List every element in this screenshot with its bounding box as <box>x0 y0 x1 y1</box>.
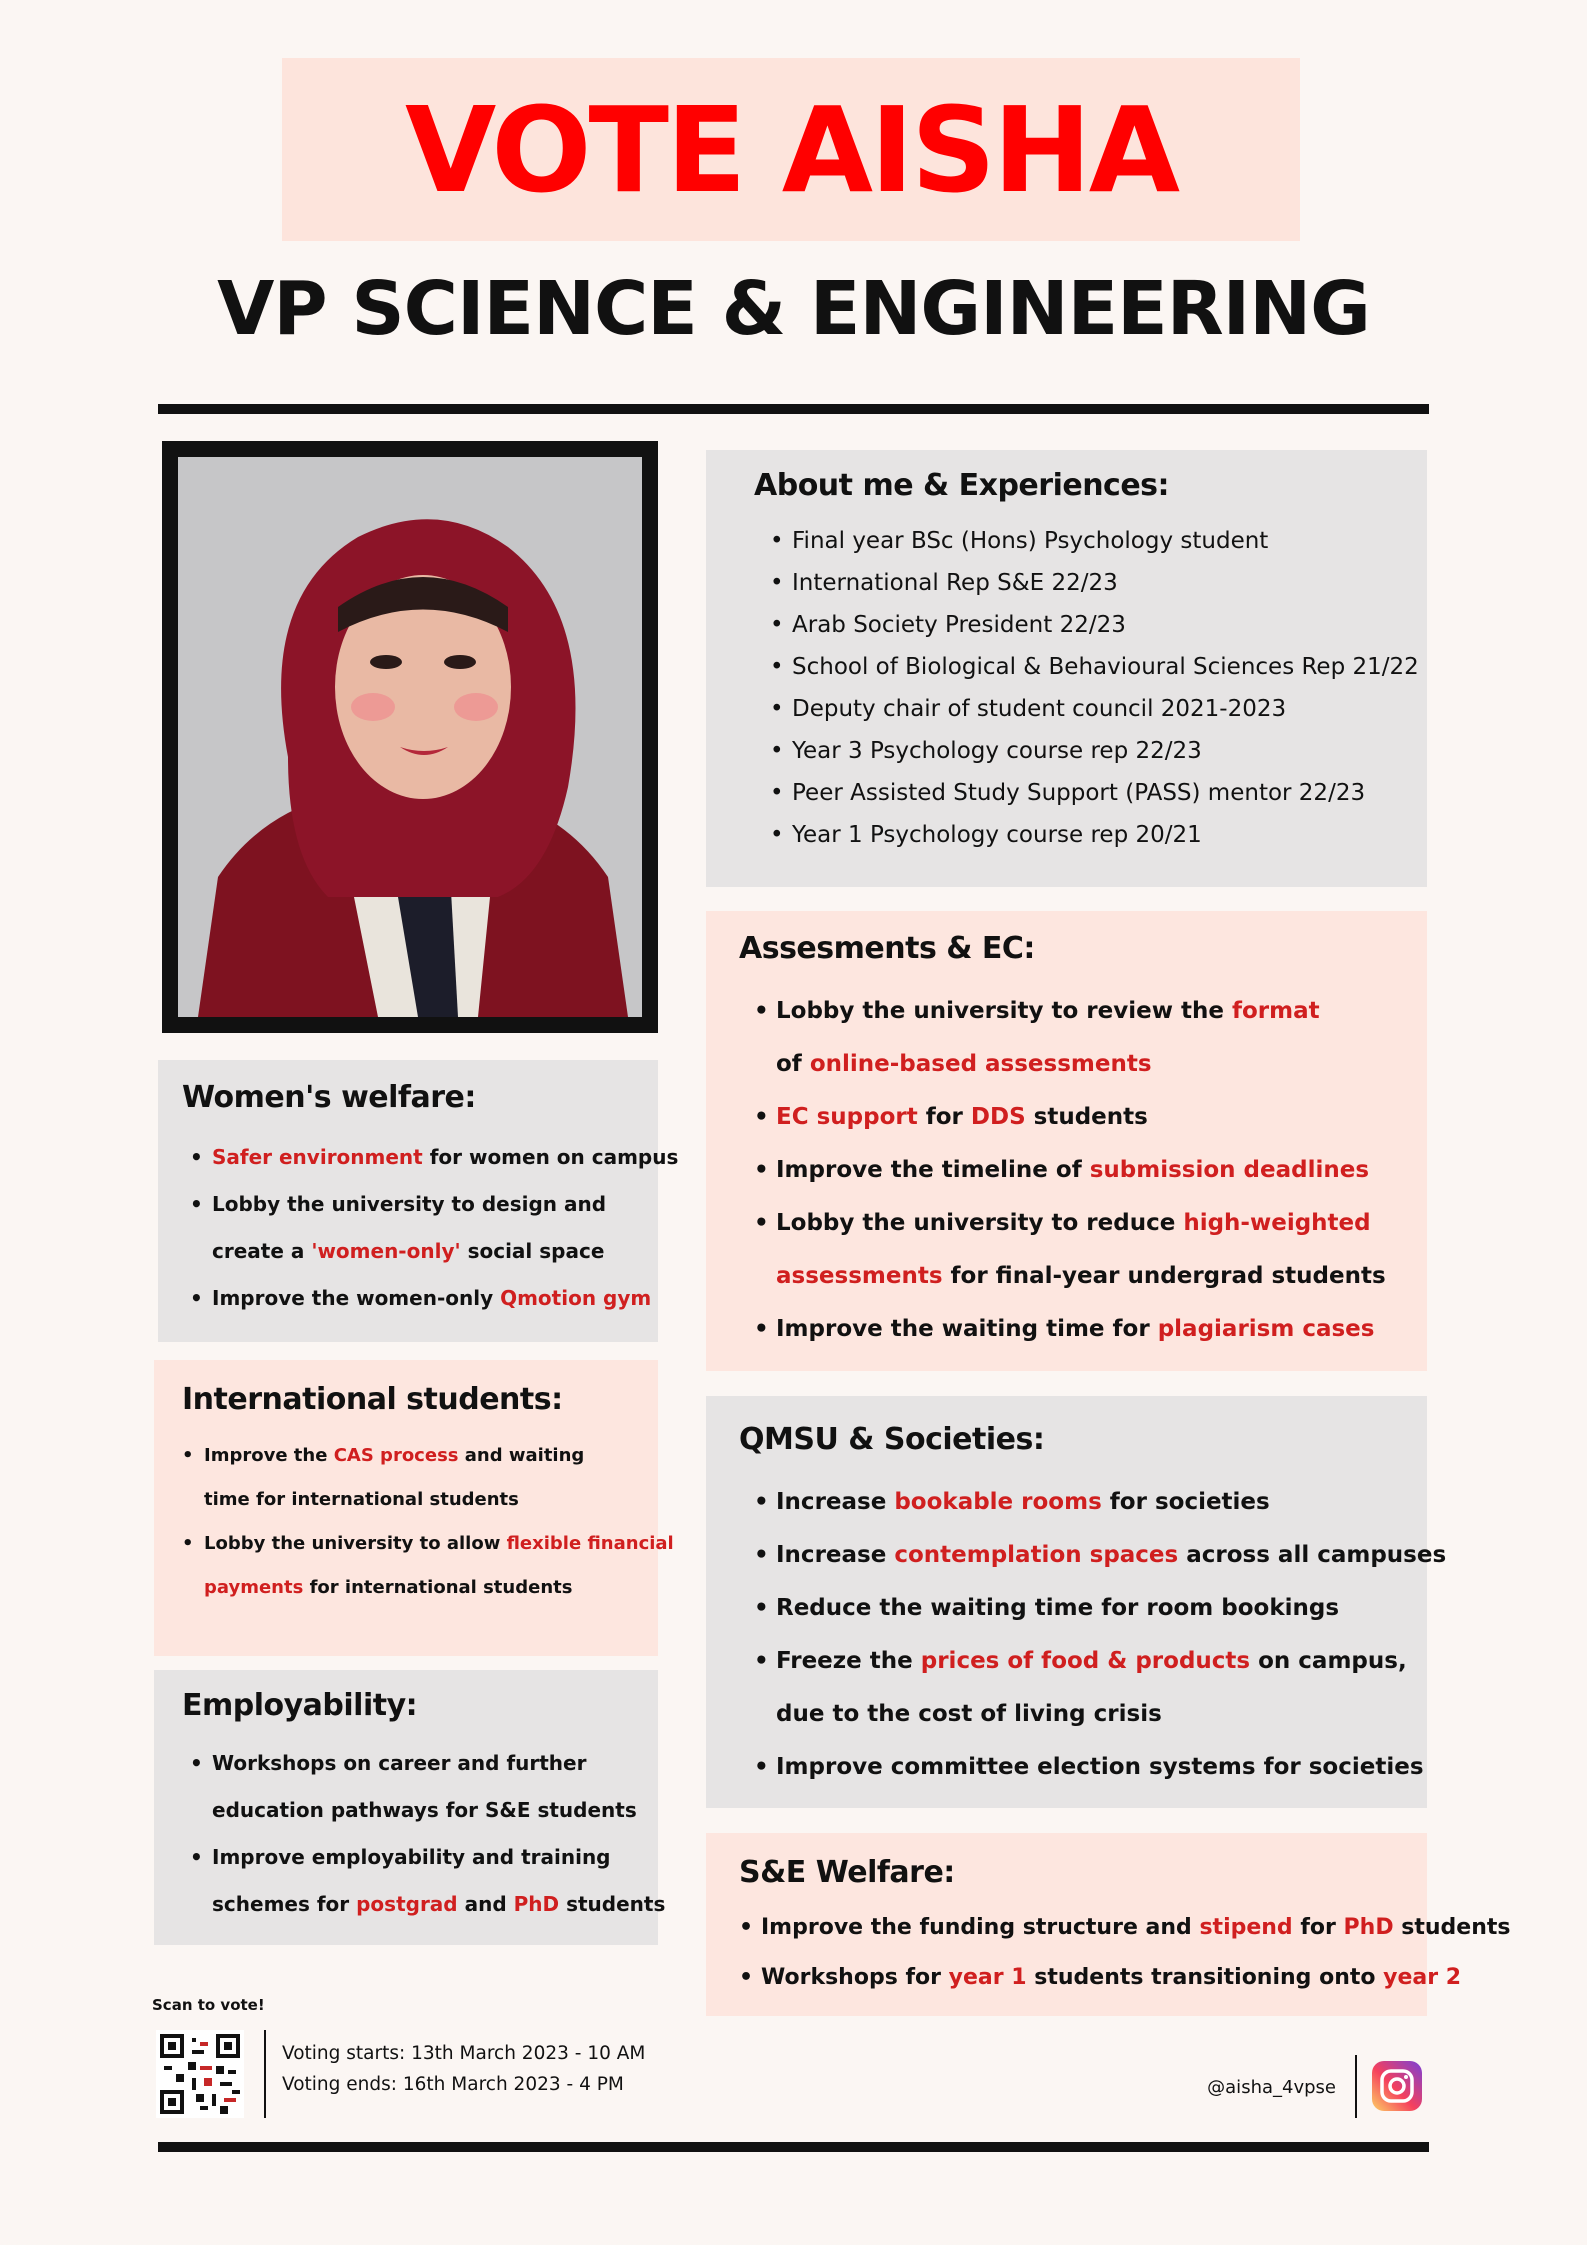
voting-starts: Voting starts: 13th March 2023 - 10 AM <box>282 2043 646 2064</box>
footer-divider <box>264 2030 266 2118</box>
bullet-item <box>776 1197 1386 1303</box>
bullet-text: Reduce the waiting time for room bookings <box>776 1595 1340 1621</box>
bullet-text: students <box>559 1892 666 1916</box>
title-banner <box>282 58 1300 241</box>
bullet-text: students transitioning onto <box>1026 1965 1384 1990</box>
bullet-text: education pathways for S&E students <box>212 1798 637 1822</box>
se-welfare-panel <box>706 1833 1511 2016</box>
highlight-text: Safer environment <box>212 1145 423 1169</box>
bullet-text: for <box>1292 1915 1344 1940</box>
bullet-item <box>761 1953 1510 2003</box>
candidate-photo-frame <box>162 441 658 1033</box>
bullet-text: create a <box>212 1239 312 1263</box>
bullet-text: Improve the funding structure and <box>761 1915 1200 1940</box>
bullet-text: Lobby the university to review the <box>776 998 1232 1024</box>
bullet-text: students <box>1393 1915 1511 1940</box>
about-item: • Year 3 Psychology course rep 22/23 <box>792 730 1419 772</box>
highlight-text: payments <box>204 1577 304 1598</box>
qmsu-list <box>776 1476 1446 1794</box>
top-divider <box>158 404 1429 414</box>
instagram-icon[interactable] <box>1372 2061 1422 2111</box>
highlight-text: postgrad <box>356 1892 458 1916</box>
bullet-text: Improve the women-only <box>212 1286 501 1310</box>
qmsu-panel <box>706 1396 1447 1808</box>
bullet-text: Increase <box>776 1542 895 1568</box>
bullet-text: Improve the waiting time for <box>776 1316 1158 1342</box>
assessments-title: Assesments & EC: <box>739 931 1035 966</box>
bullet-item <box>212 1275 678 1322</box>
bullet-text: and <box>457 1892 514 1916</box>
highlight-text: high-weighted <box>1183 1210 1371 1236</box>
bullet-text: Improve committee election systems for societies <box>776 1754 1424 1780</box>
bullet-item <box>776 1582 1446 1635</box>
about-item: • International Rep S&E 22/23 <box>792 562 1419 604</box>
bullet-item <box>776 985 1386 1091</box>
highlight-text: PhD <box>513 1892 560 1916</box>
bullet-text: for societies <box>1101 1489 1270 1515</box>
womens-welfare-title: Women's welfare: <box>182 1080 476 1115</box>
about-panel <box>706 450 1427 887</box>
highlight-text: CAS process <box>333 1445 459 1466</box>
about-item: • School of Biological & Behavioural Sciences Rep 21/22 <box>792 646 1419 688</box>
bullet-text: Workshops for <box>761 1965 949 1990</box>
bullet-text: for women on campus <box>422 1145 679 1169</box>
womens-welfare-panel <box>158 1060 679 1342</box>
bullet-text: of <box>776 1051 810 1077</box>
instagram-divider <box>1355 2055 1357 2118</box>
bullet-text: Improve the <box>204 1445 334 1466</box>
scan-label: Scan to vote! <box>152 1996 265 2014</box>
about-item: • Deputy chair of student council 2021-2023 <box>792 688 1419 730</box>
international-title: International students: <box>182 1382 563 1417</box>
poster-title: VOTE AISHA <box>404 80 1178 219</box>
about-item: • Final year BSc (Hons) Psychology student <box>792 520 1419 562</box>
bullet-item <box>776 1741 1446 1794</box>
bullet-text: Improve employability and training <box>212 1845 611 1869</box>
bullet-item <box>776 1144 1386 1197</box>
bullet-text: for international students <box>303 1577 573 1598</box>
womens-welfare-list <box>212 1134 678 1322</box>
voting-ends: Voting ends: 16th March 2023 - 4 PM <box>282 2074 624 2095</box>
employability-list <box>212 1740 665 1928</box>
about-title: About me & Experiences: <box>754 468 1170 503</box>
highlight-text: prices of food & products <box>920 1648 1251 1674</box>
bullet-item <box>776 1091 1386 1144</box>
poster-subtitle: VP SCIENCE & ENGINEERING <box>217 266 1370 352</box>
assessments-list <box>776 985 1386 1356</box>
bullet-text: time for international students <box>204 1489 519 1510</box>
assessments-panel <box>706 911 1427 1371</box>
about-item: • Arab Society President 22/23 <box>792 604 1419 646</box>
highlight-text: 'women-only' <box>311 1239 461 1263</box>
bullet-text: social space <box>460 1239 605 1263</box>
highlight-text: contemplation spaces <box>894 1542 1179 1568</box>
highlight-text: PhD <box>1343 1915 1394 1940</box>
highlight-text: Qmotion gym <box>500 1286 652 1310</box>
highlight-text: year 1 <box>948 1965 1027 1990</box>
bullet-text: schemes for <box>212 1892 357 1916</box>
bullet-text: Increase <box>776 1489 895 1515</box>
bullet-text: Freeze the <box>776 1648 921 1674</box>
about-list <box>792 520 1419 856</box>
bullet-text: students <box>1025 1104 1148 1130</box>
bullet-item <box>204 1522 674 1610</box>
highlight-text: online-based assessments <box>809 1051 1152 1077</box>
highlight-text: plagiarism cases <box>1157 1316 1375 1342</box>
bullet-item <box>212 1740 665 1834</box>
bullet-item <box>212 1181 678 1275</box>
se-welfare-title: S&E Welfare: <box>739 1855 955 1890</box>
international-panel <box>154 1360 674 1656</box>
bullet-item <box>776 1635 1446 1741</box>
highlight-text: bookable rooms <box>894 1489 1102 1515</box>
bullet-text: Improve the timeline of <box>776 1157 1090 1183</box>
highlight-text: stipend <box>1199 1915 1293 1940</box>
highlight-text: submission deadlines <box>1089 1157 1370 1183</box>
highlight-text: format <box>1231 998 1320 1024</box>
bullet-item <box>776 1529 1446 1582</box>
bullet-item <box>212 1134 678 1181</box>
employability-title: Employability: <box>182 1688 418 1723</box>
bullet-item <box>776 1303 1386 1356</box>
highlight-text: year 2 <box>1383 1965 1462 1990</box>
employability-panel <box>154 1670 666 1945</box>
qmsu-title: QMSU & Societies: <box>739 1422 1045 1457</box>
bottom-divider <box>158 2142 1429 2152</box>
highlight-text: flexible financial <box>506 1533 674 1554</box>
international-list <box>204 1434 674 1610</box>
instagram-handle[interactable]: @aisha_4vpse <box>1207 2077 1336 2098</box>
highlight-text: EC support <box>776 1104 918 1130</box>
highlight-text: assessments <box>776 1263 943 1289</box>
bullet-item <box>212 1834 665 1928</box>
about-item: • Peer Assisted Study Support (PASS) mentor 22/23 <box>792 772 1419 814</box>
bullet-item <box>776 1476 1446 1529</box>
bullet-text: Lobby the university to design and <box>212 1192 607 1216</box>
bullet-text: Lobby the university to reduce <box>776 1210 1184 1236</box>
qr-code[interactable] <box>156 2030 244 2118</box>
portrait-illustration <box>178 457 642 1017</box>
bullet-text: Lobby the university to allow <box>204 1533 507 1554</box>
candidate-photo <box>178 457 642 1017</box>
bullet-item <box>761 1903 1510 1953</box>
bullet-text: across all campuses <box>1178 1542 1447 1568</box>
bullet-text: for <box>917 1104 971 1130</box>
about-item: • Year 1 Psychology course rep 20/21 <box>792 814 1419 856</box>
bullet-text: Workshops on career and further <box>212 1751 587 1775</box>
bullet-item <box>204 1434 674 1522</box>
bullet-text: for final-year undergrad students <box>942 1263 1386 1289</box>
qr-code-icon <box>156 2030 244 2118</box>
se-welfare-list <box>761 1903 1510 2003</box>
highlight-text: DDS <box>970 1104 1026 1130</box>
bullet-text: on campus, <box>1250 1648 1407 1674</box>
bullet-text: due to the cost of living crisis <box>776 1701 1162 1727</box>
bullet-text: and waiting <box>458 1445 585 1466</box>
